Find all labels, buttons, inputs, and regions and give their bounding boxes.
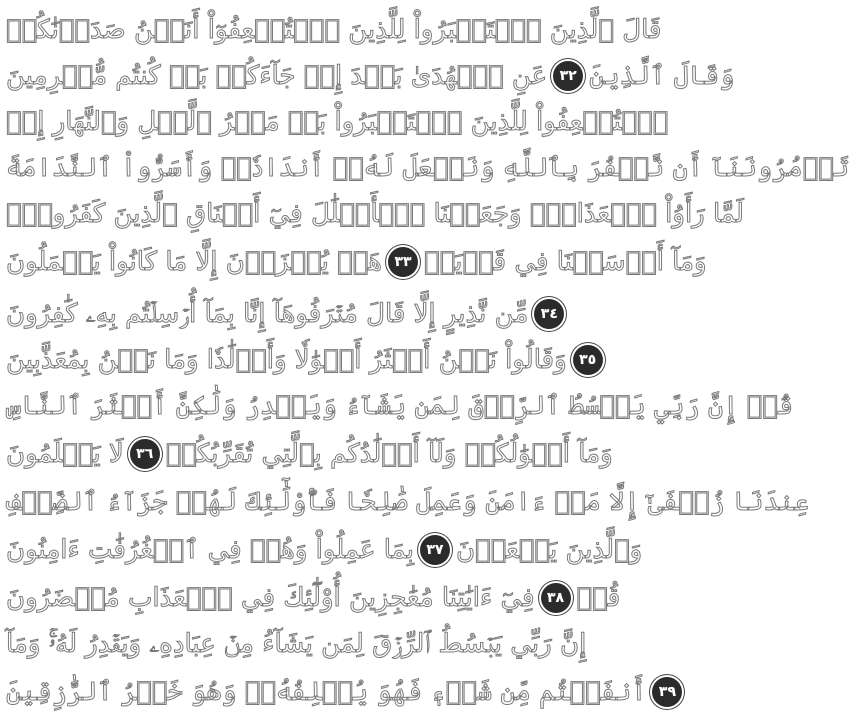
text-line-15 <box>6 670 676 714</box>
text-line-5 <box>6 192 744 236</box>
text-line-14 <box>6 622 587 666</box>
verse-text: عَنِ ٱلۡهُدَىٰ بَعۡدَ إِذۡ جَآءَكُمۖ بَلۡ كُنتُم مُّجۡرِمِينَ <box>6 61 548 91</box>
ayah-number-marker: ٣٩ <box>652 677 682 707</box>
verse-text: إِنَّ رَبِّي يَبۡسُطُ ٱلرِّزۡقَ لِمَن يَشَآءُ مِنۡ عِبَادِهِۦ وَيَقۡدِرُ لَهُۥۚ وَمَآ <box>6 629 587 659</box>
verse-text: عِندَنَا زُلۡفَىٰٓ إِلَّا مَنۡ ءَامَنَ وَعَمِلَ صَٰلِحٗا فَأُوْلَٰٓئِكَ لَهُمۡ جَزَآءُ ٱلضِّعۡفِ <box>6 487 810 517</box>
ayah-number-marker: ٣٢ <box>553 61 583 91</box>
verse-text: وَٱلَّذِينَ يَسۡعَوۡنَ <box>455 535 643 565</box>
verse-text: قَالَ ٱلَّذِينَ ٱسۡتَكۡبَرُواْ لِلَّذِينَ ٱسۡتُضۡعِفُوٓاْ أَنَحۡنُ صَدَدۡنَٰكُمۡ <box>6 15 662 45</box>
verse-text: قُلۡ إِنَّ رَبِّي يَبۡسُطُ ٱلرِّزۡقَ لِمَن يَشَآءُ وَيَقۡدِرُ وَلَٰكِنَّ أَكۡثَرَ ٱلنَّاسِ <box>6 391 794 421</box>
text-line-6 <box>6 240 707 284</box>
verse-text: قُلۡ <box>576 583 621 613</box>
verse-text: بِمَا عَمِلُواْ وَهُمۡ فِي ٱلۡغُرُفَٰتِ ءَامِنُونَ <box>6 535 414 565</box>
verse-text: لَا يَعۡلَمُونَ <box>6 439 124 469</box>
verse-text: هَلۡ يُجۡزَوۡنَ إِلَّا مَا كَانُواْ يَعۡمَلُونَ <box>6 247 383 277</box>
text-line-8 <box>6 338 597 382</box>
verse-text: تَأۡمُرُونَنَآ أَن نَّكۡفُرَ بِٱللَّهِ وَنَجۡعَلَ لَهُۥٓ أَندَادٗاۚ وَأَسَرُّواْ ٱلنَّدَامَةَ <box>6 153 849 183</box>
text-line-9 <box>6 384 794 428</box>
text-line-11 <box>6 480 810 524</box>
ayah-number-marker: ٣٨ <box>541 583 571 613</box>
verse-text: وَقَالُواْ نَحۡنُ أَكۡثَرُ أَمۡوَٰلٗا وَأَوۡلَٰدٗا وَمَا نَحۡنُ بِمُعَذَّبِينَ <box>6 345 567 375</box>
verse-text: فِيٓ ءَايَٰتِنَا مُعَٰجِزِينَ أُوْلَٰٓئِكَ فِي ٱلۡعَذَابِ مُحۡضَرُونَ <box>6 583 535 613</box>
verse-text: لَمَّا رَأَوُاْ ٱلۡعَذَابَۚ وَجَعَلۡنَا ٱلۡأَغۡلَٰلَ فِيٓ أَعۡنَاقِ ٱلَّذِينَ كَفَرُواْۚ <box>6 199 744 229</box>
text-line-2 <box>6 54 735 98</box>
ayah-number-marker: ٣٦ <box>130 439 160 469</box>
text-line-12 <box>6 528 643 572</box>
verse-text: ٱسۡتُضۡعِفُواْ لِلَّذِينَ ٱسۡتَكۡبَرُواْ بَلۡ مَكۡرُ ٱلَّيۡلِ وَٱلنَّهَارِ إِذۡ <box>6 107 669 137</box>
ayah-number-marker: ٣٤ <box>534 299 564 329</box>
text-line-4 <box>6 146 849 190</box>
ayah-number-marker: ٣٣ <box>388 247 418 277</box>
verse-text: مِّن نَّذِيرٍ إِلَّا قَالَ مُتۡرَفُوهَآ إِنَّا بِمَآ أُرۡسِلۡتُم بِهِۦ كَٰفِرُونَ <box>6 299 529 329</box>
ayah-number-marker: ٣٧ <box>420 535 450 565</box>
verse-text: وَمَآ أَرۡسَلۡنَا فِي قَرۡيَةٖ <box>424 247 707 277</box>
text-line-7 <box>6 292 558 336</box>
text-line-3 <box>6 100 669 144</box>
verse-text: وَقَالَ ٱلَّذِينَ <box>589 61 735 91</box>
text-line-1 <box>6 8 662 52</box>
text-line-13 <box>6 576 621 620</box>
text-line-10 <box>6 432 613 476</box>
ayah-number-marker: ٣٥ <box>573 345 603 375</box>
verse-text: أَنفَقۡتُم مِّن شَيۡءٖ فَهُوَ يُخۡلِفُهُۥۖ وَهُوَ خَيۡرُ ٱلرَّٰزِقِينَ <box>6 677 647 707</box>
verse-text: وَمَآ أَمۡوَٰلُكُمۡ وَلَآ أَوۡلَٰدُكُم بِٱلَّتِي تُقَرِّبُكُمۡ <box>165 439 613 469</box>
